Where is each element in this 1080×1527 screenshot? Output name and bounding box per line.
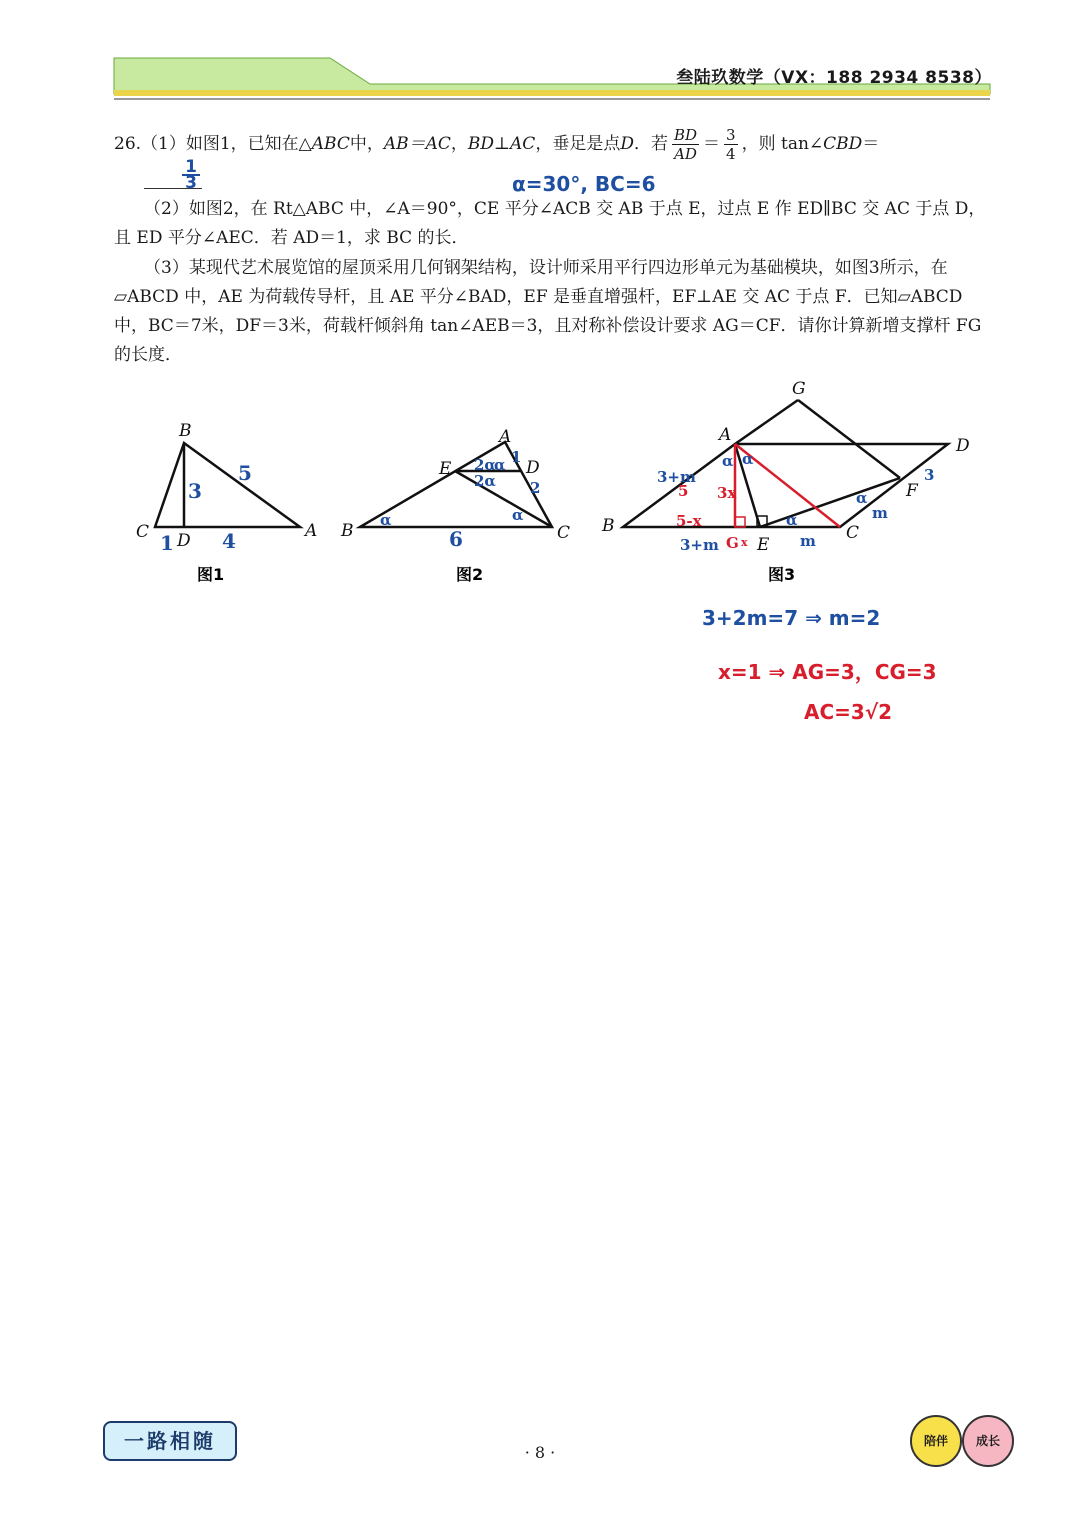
header-brand: 叁陆玖数学（VX：188 2934 8538） (676, 68, 992, 88)
fig3-note-alpha-a2: α (742, 450, 754, 468)
fig1-note-4: 4 (222, 529, 236, 553)
badge-growth: 成长 (962, 1415, 1014, 1467)
fig2-note-2: 2 (530, 479, 541, 497)
fig2-caption: 图2 (456, 565, 484, 584)
question-part-1: 26.（1）如图1，已知在△ABC中，AB＝AC，BD⊥AC，垂足是点D．若 $\frac{BD}{AD}$ ＝ $\frac{3}{4}$ ，则 tan∠CBD＝ (114, 126, 880, 163)
fig3-label-b: B (602, 516, 615, 536)
fig3-label-c: C (846, 523, 860, 543)
fig3-note-3x: 3x (717, 484, 737, 502)
fig1-caption: 图1 (197, 565, 225, 584)
fig3-note-5: 5 (678, 482, 689, 500)
figure-1 (155, 443, 300, 527)
fig1-note-1: 1 (160, 531, 174, 555)
fig2-note-2a-lower: 2α (474, 472, 496, 490)
question-number: 26. (114, 134, 142, 154)
fig1-label-a: A (305, 521, 318, 541)
fig3-note-5-x: 5-x (676, 512, 702, 530)
fig3-note-3m-bottom: 3+m (680, 536, 719, 554)
fig1-note-5: 5 (238, 461, 252, 485)
fig1-label-c: C (136, 522, 150, 542)
footer-motto: 一路相随 (103, 1421, 237, 1461)
fraction-bd-ad: $\frac{BD}{AD}$ (673, 126, 698, 163)
fig2-note-1: 1 (511, 448, 522, 466)
fig3-note-alpha-a1: α (722, 452, 734, 470)
question-part-3: （3）某现代艺术展览馆的屋顶采用几何钢架结构，设计师采用平行四边形单元为基础模块，如图3所示，在▱ABCD 中，AE 为荷载传导杆，且 AE 平分∠BAD，EF 是垂直增强杆，EF⊥AE 交 AC 于点 F．已知▱ABCD 中，BC＝7米，DF＝3米，荷载杆倾斜角 tan∠AEB＝3，且对称补偿设计要求 AG＝CF．请你计算新增支撑杆 FG 的长度． (114, 258, 982, 365)
fig2-note-alpha-e: α (494, 456, 506, 474)
fig3-note-x: x (741, 536, 748, 549)
page-number: · 8 · (524, 1443, 556, 1462)
question-part-2: （2）如图2，在 Rt△ABC 中，∠A＝90°，CE 平分∠ACB 交 AB 于点 E，过点 E 作 ED∥BC 交 AC 于点 D，且 ED 平分∠AEC．若 AD＝1，求 BC 的长． (114, 199, 986, 248)
fig3-label-e: E (757, 535, 770, 555)
figure-3 (623, 400, 948, 527)
fig2-note-2a: 2α (474, 456, 496, 474)
fig2-note-alpha-b: α (380, 511, 392, 529)
fig3-caption: 图3 (768, 565, 796, 584)
fig2-label-e: E (439, 459, 452, 479)
handwritten-note-alpha: α=30°, BC=6 (512, 172, 656, 196)
fig2-note-6: 6 (449, 527, 463, 551)
fig3-note-m-bottom: m (800, 532, 816, 550)
fig3-note-m-right: m (872, 504, 888, 522)
fig3-label-g-top: G (792, 379, 806, 399)
fig3-label-d: D (956, 436, 970, 456)
fig2-label-a: A (499, 427, 512, 447)
fig2-note-alpha-c: α (512, 506, 524, 524)
handwritten-calc-3: AC=3√2 (804, 700, 893, 724)
handwritten-calc-1: 3+2m=7 ⇒ m=2 (702, 606, 881, 630)
fig2-label-b: B (341, 521, 354, 541)
fig1-note-3: 3 (188, 479, 202, 503)
header-band (0, 0, 1080, 110)
figures (0, 370, 1080, 750)
handwritten-calc-2: x=1 ⇒ AG=3，CG=3 (718, 660, 937, 684)
fig3-note-3: 3 (924, 466, 935, 484)
fraction-3-4: $\frac{3}{4}$ (726, 126, 736, 163)
fig3-note-alpha-e: α (786, 511, 798, 529)
fig1-label-d: D (177, 531, 191, 551)
fig3-label-a: A (719, 425, 732, 445)
fig3-note-alpha-f: α (856, 489, 868, 507)
fig2-label-c: C (557, 523, 571, 543)
fig3-note-3m-left: 3+m (657, 468, 696, 486)
fig3-label-f: F (906, 481, 918, 501)
fig3-note-g-low: G (726, 534, 739, 552)
fig1-label-b: B (179, 421, 192, 441)
fig2-label-d: D (526, 458, 540, 478)
handwritten-answer-1: 1 3 (182, 160, 200, 190)
badge-companion: 陪伴 (910, 1415, 962, 1467)
